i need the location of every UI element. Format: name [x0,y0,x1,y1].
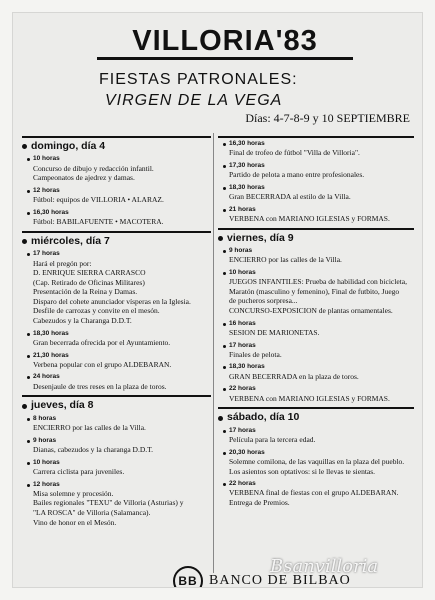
event-description: Dianas, cabezudos y la charanga D.D.T. [33,445,154,455]
event-item [27,330,211,348]
event-time: 17 horas [33,250,60,258]
event-time: 10 horas [33,458,60,466]
day-header [218,228,414,245]
event-item [223,269,414,316]
event-time: 8 horas [33,414,57,422]
event-description: Fútbol: equipos de VILLORIA • ALARAZ. [33,195,164,205]
event-item [223,320,414,338]
event-item [223,184,414,202]
event-time: 21 horas [229,205,256,213]
poster-subtitle-virgin: VIRGEN DE LA VEGA [105,92,283,109]
event-item [223,162,414,180]
event-time: 12 horas [33,480,60,488]
event-description: Carrera ciclista para juveniles. [33,466,125,476]
event-time: 10 horas [33,155,60,163]
day-header [22,136,211,153]
event-description: Verbena popular con el grupo ALDEBARAN. [33,359,172,369]
bullet-icon [22,404,27,409]
event-description: Finales de pelota. [229,349,282,359]
event-item [27,155,211,183]
event-time: 10 horas [229,268,256,276]
event-time: 21,30 horas [33,351,69,359]
event-item [27,187,211,205]
event-description: VERBENA final de fiestas con el grupo ALDEBARAN. Entrega de Premios. [229,488,399,508]
bullet-icon [22,239,27,244]
event-item [223,385,414,403]
event-item [223,206,414,224]
event-time: 16,30 horas [33,208,69,216]
section-rule [218,136,414,138]
bullet-icon [22,144,27,149]
event-time: 17 horas [229,341,256,349]
bullet-icon [218,416,223,421]
event-time: 18,30 horas [33,329,69,337]
event-description: ENCIERRO por las calles de la Villa. [229,255,342,265]
program-left-column [22,133,211,531]
event-item [27,415,211,433]
event-time: 9 horas [33,436,57,444]
event-description: Gran BECERRADA al estilo de la Villa. [229,192,351,202]
event-time: 9 horas [229,247,253,255]
event-item [223,449,414,477]
event-time: 16 horas [229,319,256,327]
event-description: Hará el pregón por: D. ENRIQUE SIERRA CARRASCO (Cap. Retirado de Oficinas Militares) Presentación de la Reina y Damas. Disparo del cohete anunciador vísperas en la Iglesia. Desfile de carrozas y convite en el mesón. Cabezudos y la Charanga D.D.T. [33,258,191,326]
event-time: 16,30 horas [229,140,265,147]
event-description: VERBENA con MARIANO IGLESIAS y FORMAS. [229,214,390,224]
event-description: Partido de pelota a mano entre profesionales. [229,170,365,180]
poster-subtitle: FIESTAS PATRONALES: [99,71,298,88]
bullet-icon [218,236,223,241]
festival-dates: Días: 4-7-8-9 y 10 SEPTIEMBRE [245,111,410,125]
sponsor-name: BANCO DE BILBAO [209,573,351,588]
day-header-label: domingo, día 4 [31,140,106,152]
event-item [223,247,414,265]
event-description: GRAN BECERRADA en la plaza de toros. [229,371,359,381]
event-item [27,209,211,227]
event-item [27,250,211,325]
program-right-column [218,133,414,512]
event-time: 20,30 horas [229,448,265,456]
event-description: JUEGOS INFANTILES: Prueba de habilidad con bicicleta, Maratón (masculino y femenino), Final de futbito, Juego de pucheros sorpresa... CONCURSO-EXPOSICION de plantas ornamentales. [229,277,407,316]
poster [12,12,423,588]
event-item [27,352,211,370]
day-header-label: jueves, día 8 [31,399,94,412]
event-time: 22 horas [229,480,256,488]
event-item [27,481,211,528]
poster-title: VILLORIA'83 [132,25,318,57]
title-bar [97,25,353,60]
event-item [223,480,414,508]
event-time: 18,30 horas [229,183,265,191]
day-header [22,395,211,412]
event-item [27,437,211,455]
column-divider [213,133,214,573]
event-item [223,427,414,445]
event-description: Final de trofeo de fútbol "Villa de Villoria". [229,148,360,158]
event-item [223,363,414,381]
event-time: 12 horas [33,186,60,194]
event-item [223,140,414,158]
day-header-label: viernes, día 9 [227,231,294,244]
event-description: Película para la tercera edad. [229,435,316,445]
event-description: SESION DE MARIONETAS. [229,327,320,337]
day-header [22,231,211,248]
event-item [223,342,414,360]
event-description: Solemne comilona, de las vaquillas en la plaza del pueblo. Los asientos son optativos: si le llevas te sientas. [229,456,405,476]
event-description: Misa solemne y procesión. Bailes regionales "TEXU" de Villoria (Asturias) y "LA ROSCA" de Villoria (Salamanca). Vino de honor en el Mesón. [33,488,184,527]
watermark: Bsanvilloria [270,556,379,577]
day-header-label: sábado, día 10 [227,411,300,424]
event-description: Desenjaule de tres reses en la plaza de toros. [33,381,167,391]
event-item [27,459,211,477]
event-item [27,373,211,391]
event-time: 18,30 horas [229,363,265,371]
event-description: Gran becerrada ofrecida por el Ayuntamiento. [33,337,171,347]
event-description: VERBENA con MARIANO IGLESIAS y FORMAS. [229,393,390,403]
event-time: 17,30 horas [229,161,265,169]
event-time: 24 horas [33,373,60,381]
bank-logo-icon: BB [173,566,203,588]
event-description: ENCIERRO por las calles de la Villa. [33,423,146,433]
event-description: Concurso de dibujo y redacción infantil. Campeonatos de ajedrez y damas. [33,163,154,183]
day-header [218,407,414,424]
event-time: 17 horas [229,426,256,434]
day-header-label: miércoles, día 7 [31,234,110,247]
event-description: Fútbol: BABILAFUENTE • MACOTERA. [33,217,164,227]
event-time: 22 horas [229,385,256,393]
